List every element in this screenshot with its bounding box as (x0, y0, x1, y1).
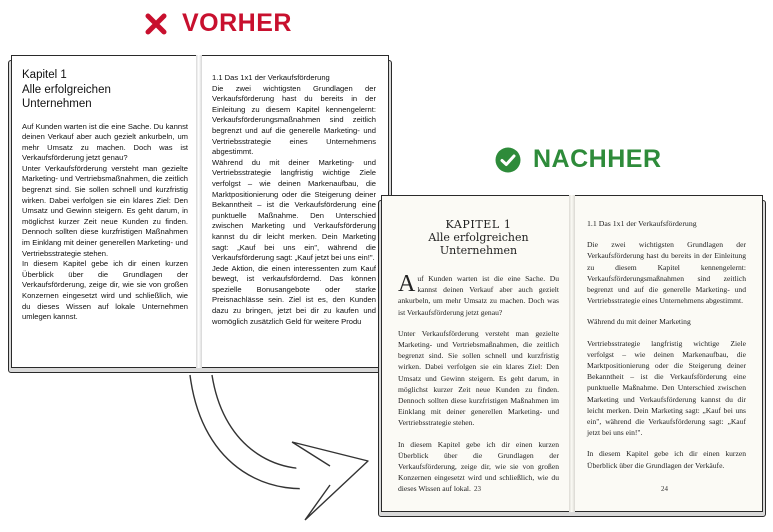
paragraph: Während du mit deiner Marketing (587, 317, 691, 327)
paragraph: Die zwei wichtigsten Grundlagen der Verkaufsförderung hast du bereits in der Einleitung zu diesem Kapitel kennengelernt: Verkaufsförderungsmaßnahmen sind zeitlich begrenzt und auf die generelle Marketing- und Vertriebsstrategie eines Unternehmens abgestimmt. (587, 240, 746, 306)
body-text (398, 273, 559, 495)
section-heading: 1.1 Das 1x1 der Verkaufsförderung (587, 219, 697, 228)
before-book (8, 55, 392, 373)
paragraph: Unter Verkaufsförderung versteht man gezielte Marketing- und Vertriebsmaßnahmen, die zeitlich begrenzt sind. Sie sollen schnell und kurzfristig wirken. Dabei verfolgen sie ein klares Ziel: Den Umsatz und Gewinn steigern. Es geht darum, in möglichst kurzer Zeit neue Kunden zu finden. Dennoch sollten diese kurzfristigen Maßnahmen im Einklang mit deiner generellen Marketing- und Vertriebsstrategie stehen. (22, 163, 188, 258)
paragraph: Während du mit deiner Marketing- und Vertriebsstrategie langfristig wichtige Ziele verfolgst – wie deinen Markenaufbau, die Marktpositionierung oder die Steigerung deiner Bekanntheit – ist die Verkaufsförderung eine punktuelle Maßnahme. Den Unterschied zwischen Marketing und Verkaufsförderung kannst du dir leicht merken. Dein Marketing sagt: „Kauf bei uns ein", während die Verkaufsförderung sagt: „Kauf jetzt bei uns ein!". (212, 157, 376, 263)
body-text (22, 122, 188, 323)
body-text (587, 218, 746, 471)
before-right-page (200, 55, 389, 368)
paragraph: Jede Aktion, die einen interessenten zum Kauf bewegt, ist verkaufsfördernd. Das können spezielle Bonusangebote oder starke Preisnachlässe sein. Ziel ist es, den Kunden dazu zu bringen, jetzt bei dir zu kaufen und womöglich zusätzlich Geld für weitere Produ (212, 263, 376, 326)
after-label-text: NACHHER (533, 145, 662, 173)
after-left-page (381, 195, 571, 512)
section-heading: 1.1 Das 1x1 der Verkaufsförderung (212, 73, 330, 82)
after-label (495, 145, 662, 174)
after-book (378, 195, 766, 517)
before-label-text: VORHER (182, 9, 292, 37)
paragraph: Die zwei wichtigsten Grundlagen der Verkaufsförderung hast du bereits in der Einleitung zu diesem Kapitel kennengelernt: Verkaufsförderungsmaßnahmen sind zeitlich begrenzt und auf die generelle Marketing- und Vertriebsstrategie eines Unternehmens abgestimmt. (212, 83, 376, 157)
page-number: 24 (661, 485, 668, 493)
check-circle-icon (495, 147, 521, 173)
chapter-title: KAPITEL 1 Alle erfolgreichen Unternehmen (428, 218, 529, 257)
body-text (212, 73, 376, 327)
drop-cap: A (398, 271, 416, 297)
paragraph: In diesem Kapitel gebe ich dir einen kurzen Überblick über die Grundlagen der Verkaufsförderung, zeige dir, wie sie von großen Konzernen eingesetzt wird und schließlich, wie du dieses Wissen auf lokal. (398, 439, 559, 494)
paragraph: In diesem Kapitel gebe ich dir einen kurzen Überblick über die Grundlagen der Verkaufsförderung, zeige dir, wie sie von großen Konzernen eingesetzt wird und schließlich, wie du dieses Wissen auf lokale Unternehmen umlegen kannst. (22, 259, 188, 322)
paragraph: Auf Kunden warten ist die eine Sache. Du kannst deinen Verkauf aber auch gezielt ankurbeln, um mehr Umsatz zu machen. Doch was ist Verkaufsförderung jetzt genau? (398, 271, 559, 317)
chapter-title: Kapitel 1 Alle erfolgreichen Unternehmen (22, 69, 111, 110)
paragraph: Auf Kunden warten ist die eine Sache. Du kannst deinen Verkauf aber auch gezielt ankurbeln, um mehr Umsatz zu machen. Doch was ist Verkaufsförderung jetzt genau? (22, 121, 188, 163)
after-right-page (573, 195, 763, 512)
page-number: 23 (474, 485, 481, 493)
paragraph: Unter Verkaufsförderung versteht man gezielte Marketing- und Vertriebsmaßnahmen, die zeitlich begrenzt sind. Sie sollen schnell und kurzfristig wirken. Dabei verfolgen sie ein klares Ziel: Den Umsatz und Gewinn steigern. Es geht darum, in möglichst kurzer Zeit neue Kunden zu finden. Dennoch sollten diese kurzfristigen Maßnahmen im Einklang mit deiner generellen Marketing- und Vertriebsstrategie stehen. (398, 328, 559, 428)
paragraph: In diesem Kapitel gebe ich dir einen kurzen Überblick über die Grundlagen der Verkäufe. (587, 449, 746, 470)
before-left-page (11, 55, 198, 368)
paragraph: Vertriebsstrategie langfristig wichtige Ziele verfolgst – wie deinen Markenaufbau, die Marktpositionierung oder die Steigerung deiner Bekanntheit – ist die Verkaufsförderung eine punktuelle Maßnahme. Den Unterschied zwischen Marketing und Verkaufsförderung kannst du dir leicht merken. Dein Marketing sagt: „Kauf bei uns ein", während die Verkaufsförderung sagt: „Kauf jetzt bei uns ein!". (587, 338, 746, 438)
book-gutter (196, 55, 202, 368)
book-gutter (569, 195, 575, 512)
before-label (144, 9, 292, 38)
cross-icon (144, 12, 168, 36)
